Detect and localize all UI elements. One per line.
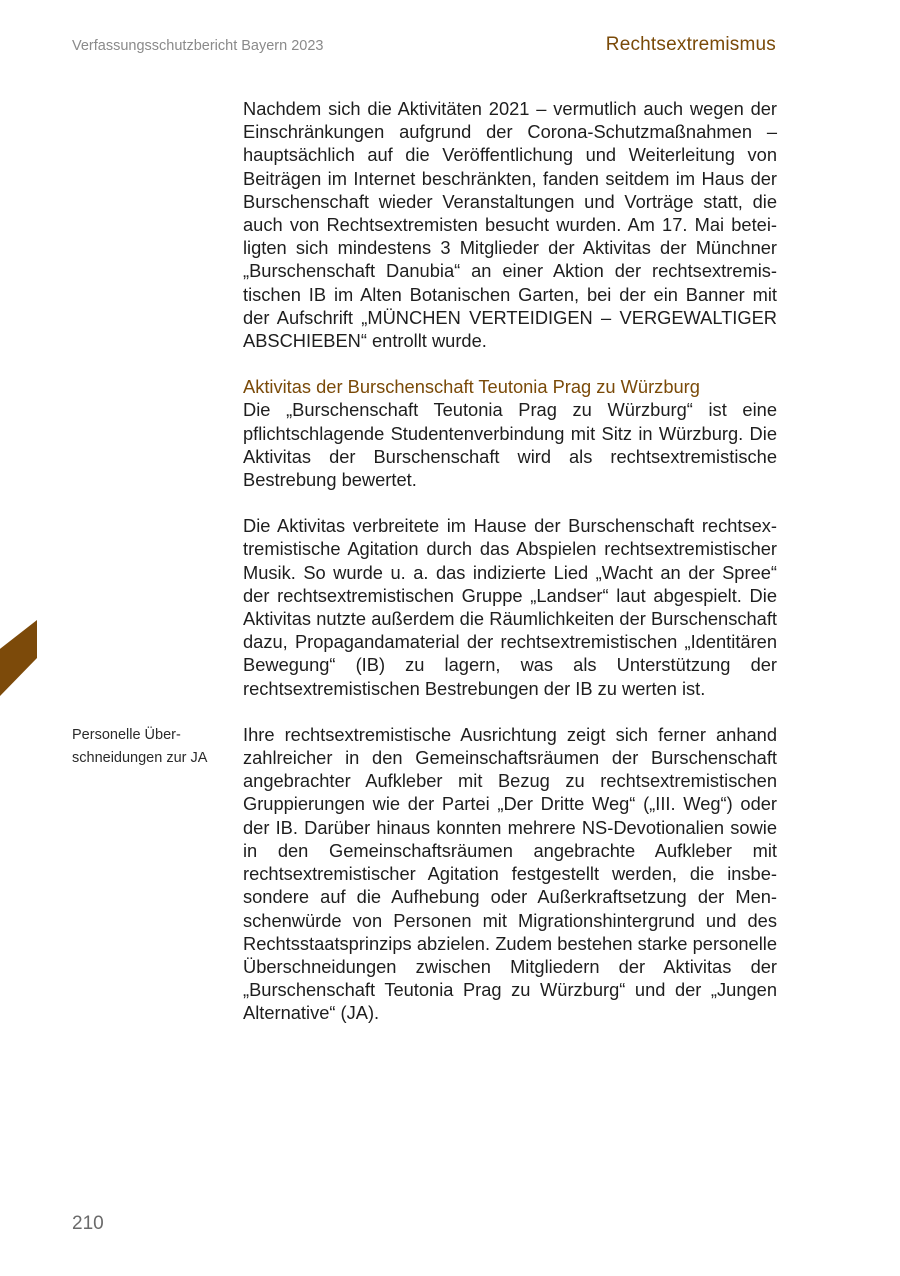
running-header-title: Verfassungsschutzbericht Bayern 2023 — [72, 38, 324, 54]
paragraph-ja-overlap: Ihre rechtsextremistische Ausrichtung zeigt sich ferner anhand zahlreicher in den Gemeinschaftsräumen der Burschenschaft angebrachter Aufkleber mit Bezug zu rechtsextremistischen Gruppierungen wie der Partei „Der Dritte Weg“ („III. Weg“) oder der IB. Darüber hinaus konnten mehrere NS-Devotionalien sowie in den Gemeinschaftsräumen angebrachte Aufkleber mit rechtsextremistischer Agitation festgestellt werden, die insbesondere auf die Aufhebung oder Außerkraftsetzung der Menschenwürde von Personen mit Migrationshintergrund und des Rechtsstaatsprinzips abzielen. Zudem bestehen starke personelle Überschneidungen zwischen Mitgliedern der Aktivitas der „Burschenschaft Teutonia Prag zu Würzburg“ und der „Jungen Alternative“ (JA). — [243, 723, 777, 1024]
paragraph-danubia: Nachdem sich die Aktivitäten 2021 – vermutlich auch wegen der Einschränkungen aufgrund der Corona-Schutzmaßnahmen – hauptsächlich auf die Veröffentlichung und Weiterleitung von Beiträgen im Internet beschränkten, fanden seitdem im Haus der Burschenschaft wieder Veranstaltungen und Vorträge statt, die auch von Rechtsextremisten besucht wurden. Am 17. Mai beteiligten sich mindestens 3 Mitglieder der Aktivitas der Münchner „Burschenschaft Danubia“ an einer Aktion der rechtsextremistischen IB im Alten Botanischen Garten, bei der ein Banner mit der Aufschrift „MÜNCHEN VERTEIDIGEN – VERGEWALTIGER ABSCHIEBEN“ entrollt wurde. — [243, 98, 777, 352]
main-text-column — [243, 97, 777, 1025]
section-title: Rechtsextremismus — [605, 34, 776, 55]
margin-note: Personelle Überschneidungen zur JA — [72, 727, 208, 766]
section-heading: Aktivitas der Burschenschaft Teutonia Prag zu Würzburg — [243, 376, 700, 398]
paragraph-agitation: Die Aktivitas verbreitete im Hause der Burschenschaft rechtsextremistische Agitation durch das Abspielen rechtsextremistischer Musik. So wurde u. a. das indizierte Lied „Wacht an der Spree“ der rechtsextremistischen Gruppe „Landser“ laut abgespielt. Die Aktivitas nutzte außerdem die Räumlichkeiten der Burschenschaft dazu, Propagandamaterial der rechtsextremistischen „Identitären Bewegung“ (IB) zu lagern, was als Unterstützung der rechtsextremistischen Bestrebungen der IB zu werten ist. — [243, 515, 777, 699]
page-number: 210 — [72, 1213, 104, 1234]
paragraph-teutonia-intro: Die „Burschenschaft Teutonia Prag zu Würzburg“ ist eine pflichtschlagende Studentenverbindung mit Sitz in Würzburg. Die Aktivitas der Burschenschaft wird als rechtsextremistische Bestrebung bewertet. — [243, 399, 777, 491]
chapter-tab-marker — [0, 620, 37, 696]
